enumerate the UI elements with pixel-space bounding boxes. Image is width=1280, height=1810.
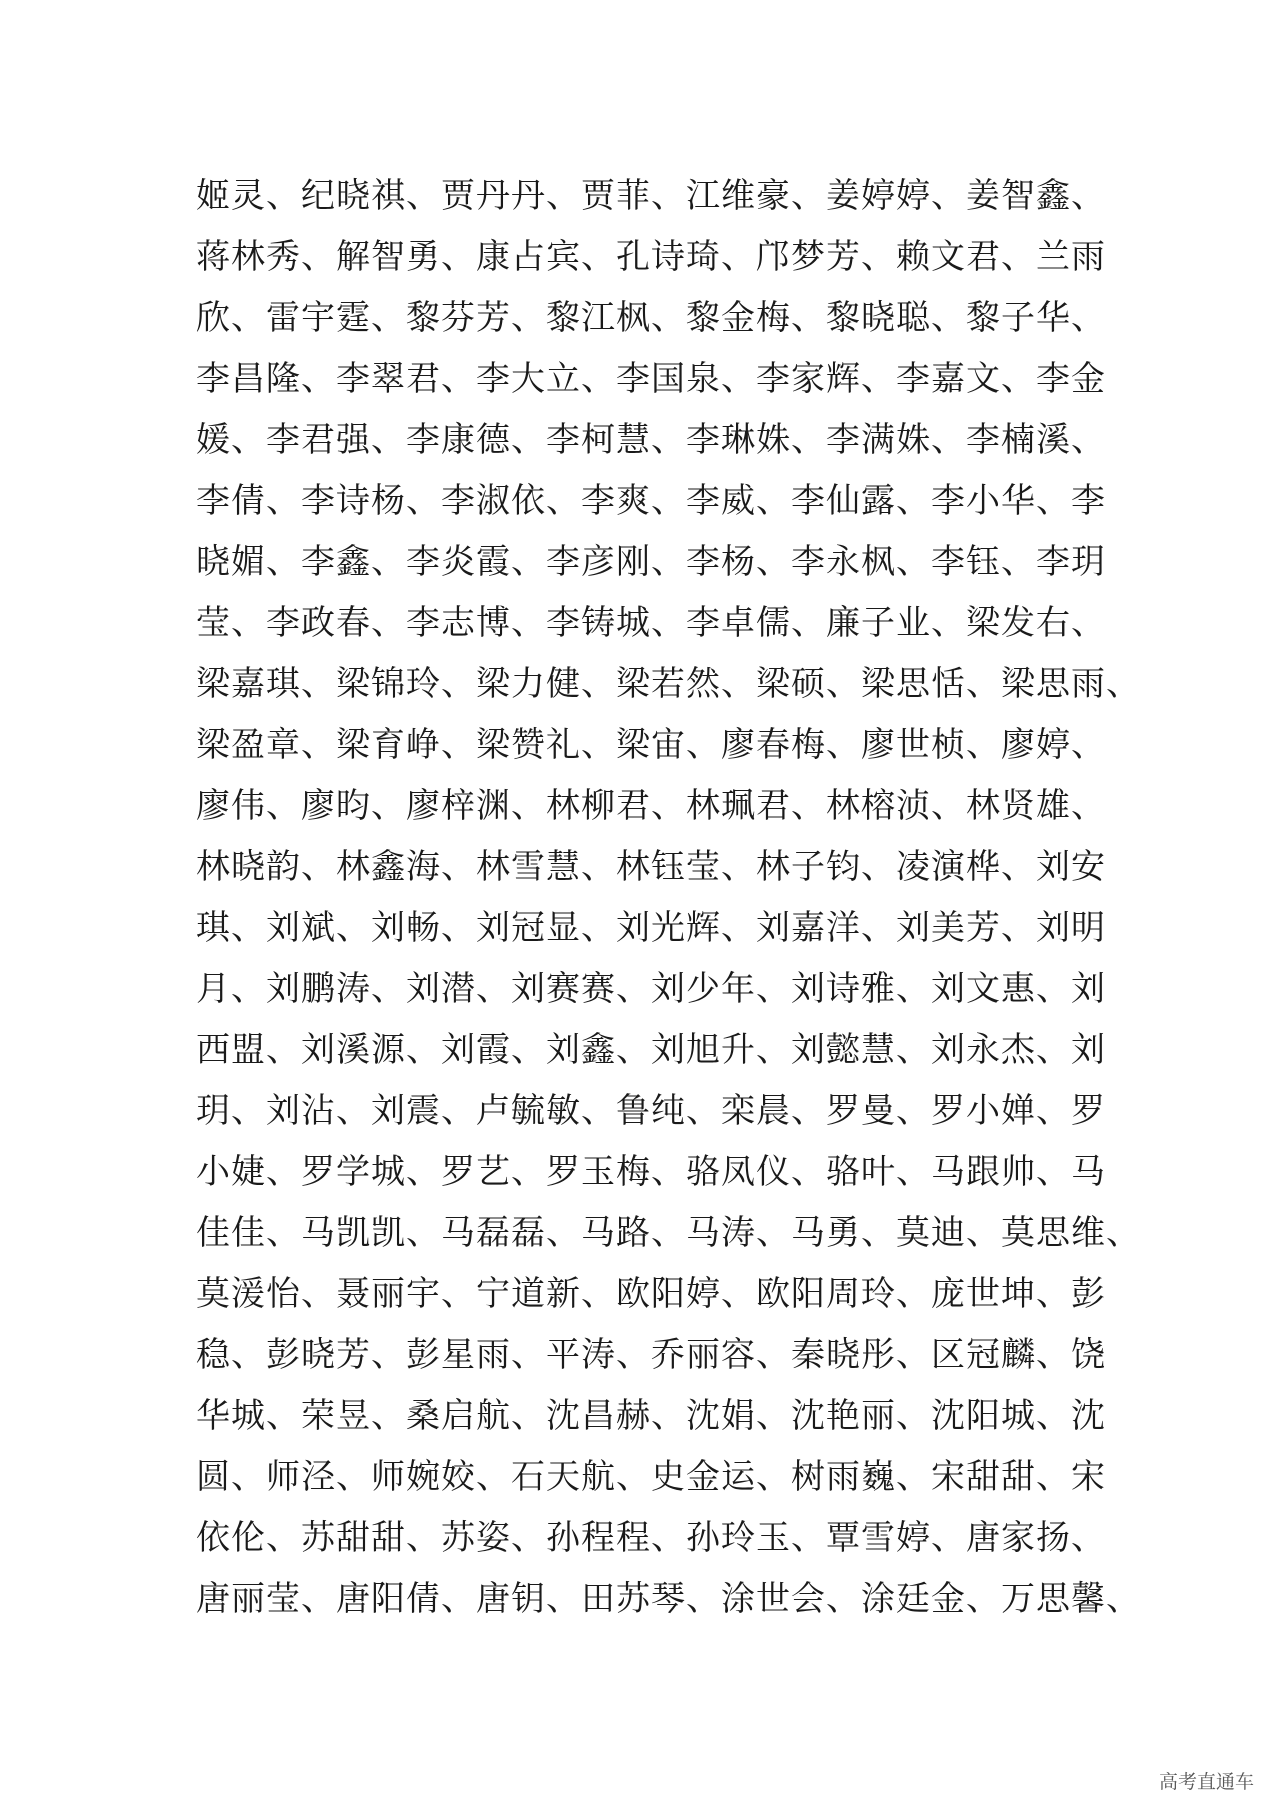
name-list [196, 166, 1141, 1630]
text-line-4: 李昌隆、李翠君、李大立、李国泉、李家辉、李嘉文、李金 [196, 359, 1106, 399]
text-line-12: 林晓韵、林鑫海、林雪慧、林钰莹、林子钧、凌演桦、刘安 [196, 847, 1106, 887]
text-line-1: 姬灵、纪晓祺、贾丹丹、贾菲、江维豪、姜婷婷、姜智鑫、 [196, 176, 1106, 216]
watermark-text: 高考直通车 [1158, 1771, 1254, 1793]
text-line-3: 欣、雷宇霆、黎芬芳、黎江枫、黎金梅、黎晓聪、黎子华、 [196, 298, 1106, 338]
text-line-7: 晓媚、李鑫、李炎霞、李彦刚、李杨、李永枫、李钰、李玥 [196, 542, 1106, 582]
text-line-5: 媛、李君强、李康德、李柯慧、李琳姝、李满姝、李楠溪、 [196, 420, 1106, 460]
text-line-17: 小婕、罗学城、罗艺、罗玉梅、骆凤仪、骆叶、马跟帅、马 [196, 1152, 1106, 1192]
text-line-2: 蒋林秀、解智勇、康占宾、孔诗琦、邝梦芳、赖文君、兰雨 [196, 237, 1106, 277]
text-line-18: 佳佳、马凯凯、马磊磊、马路、马涛、马勇、莫迪、莫思维、 [196, 1213, 1141, 1253]
text-line-11: 廖伟、廖昀、廖梓渊、林柳君、林珮君、林榕浈、林贤雄、 [196, 786, 1106, 826]
text-line-16: 玥、刘沾、刘震、卢毓敏、鲁纯、栾晨、罗曼、罗小婵、罗 [196, 1091, 1106, 1131]
text-line-15: 西盟、刘溪源、刘霞、刘鑫、刘旭升、刘懿慧、刘永杰、刘 [196, 1030, 1106, 1070]
text-line-19: 莫湲怡、聂丽宇、宁道新、欧阳婷、欧阳周玲、庞世坤、彭 [196, 1274, 1106, 1314]
text-line-20: 稳、彭晓芳、彭星雨、平涛、乔丽容、秦晓彤、区冠麟、饶 [196, 1335, 1106, 1375]
text-line-10: 梁盈章、梁育峥、梁赞礼、梁宙、廖春梅、廖世桢、廖婷、 [196, 725, 1106, 765]
text-line-9: 梁嘉琪、梁锦玲、梁力健、梁若然、梁硕、梁思恬、梁思雨、 [196, 664, 1141, 704]
text-line-14: 月、刘鹏涛、刘潜、刘赛赛、刘少年、刘诗雅、刘文惠、刘 [196, 969, 1106, 1009]
text-line-22: 圆、师泾、师婉姣、石天航、史金运、树雨巍、宋甜甜、宋 [196, 1457, 1106, 1497]
text-line-21: 华城、荣昱、桑启航、沈昌赫、沈娟、沈艳丽、沈阳城、沈 [196, 1396, 1106, 1436]
text-line-23: 依伦、苏甜甜、苏姿、孙程程、孙玲玉、覃雪婷、唐家扬、 [196, 1518, 1106, 1558]
text-line-13: 琪、刘斌、刘畅、刘冠显、刘光辉、刘嘉洋、刘美芳、刘明 [196, 908, 1106, 948]
text-line-8: 莹、李政春、李志博、李铸城、李卓儒、廉子业、梁发右、 [196, 603, 1106, 643]
text-line-24: 唐丽莹、唐阳倩、唐钥、田苏琴、涂世会、涂廷金、万思馨、 [196, 1579, 1141, 1619]
text-line-6: 李倩、李诗杨、李淑依、李爽、李威、李仙露、李小华、李 [196, 481, 1106, 521]
